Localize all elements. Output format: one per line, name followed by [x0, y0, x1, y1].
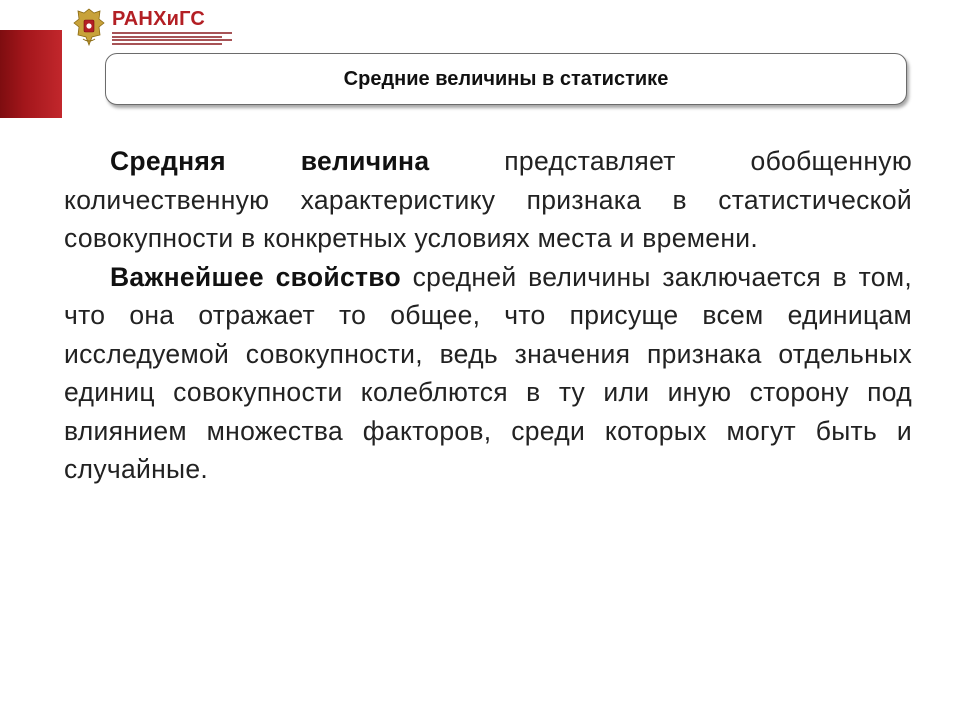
logo-name: РАНХиГС: [112, 8, 206, 31]
slide-title-box: [105, 53, 907, 105]
paragraph-text: представляет обобщенную количественную характеристику признака в статистической совокупности в конкретных условиях места и времени.: [64, 146, 912, 253]
slide-title: Средние величины в статистике: [343, 67, 669, 90]
paragraph: [64, 258, 912, 489]
paragraph-bold-term: Средняя величина: [110, 146, 430, 176]
paragraph-text: средней величины заключается в том, что она отражает то общее, что присуще всем единицам исследуемой совокупности, ведь значения признака отдельных единиц совокупности колеблются в ту или иную сторону под влиянием множества факторов, среди которых могут быть и случайные.: [64, 261, 913, 484]
paragraph-bold-term: Важнейшее свойство: [110, 261, 401, 292]
double-headed-eagle-emblem-icon: [72, 7, 106, 47]
logo-subtitle-lines: [112, 32, 232, 45]
accent-red-bar: [0, 30, 62, 118]
slide-body: [64, 142, 912, 489]
paragraph: [64, 142, 912, 258]
logo-text: [112, 9, 232, 45]
ranepa-logo: [72, 4, 232, 50]
